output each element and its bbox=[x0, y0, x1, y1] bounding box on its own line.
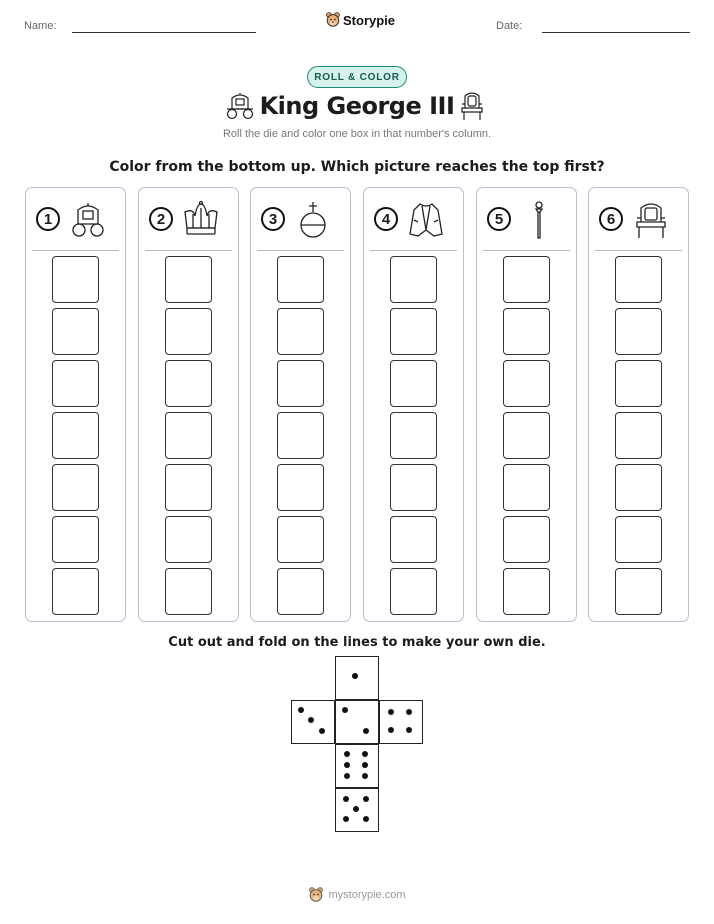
color-box[interactable] bbox=[390, 256, 437, 303]
column-number: 1 bbox=[36, 207, 60, 231]
color-box[interactable] bbox=[277, 516, 324, 563]
color-box[interactable] bbox=[165, 516, 212, 563]
pip bbox=[344, 762, 350, 768]
color-box[interactable] bbox=[52, 464, 99, 511]
royal-robe-icon bbox=[406, 200, 446, 240]
page-subtitle: Roll the die and color one box in that number's column. bbox=[222, 128, 492, 140]
pip bbox=[319, 728, 325, 734]
pip bbox=[362, 762, 368, 768]
pip bbox=[344, 751, 350, 757]
column-2 bbox=[138, 187, 239, 622]
game-instruction: Color from the bottom up. Which picture reaches the top first? bbox=[109, 159, 605, 175]
color-box[interactable] bbox=[52, 412, 99, 459]
column-divider bbox=[257, 250, 344, 251]
color-box[interactable] bbox=[503, 464, 550, 511]
pip bbox=[406, 727, 412, 733]
color-box[interactable] bbox=[615, 308, 662, 355]
column-divider bbox=[370, 250, 457, 251]
color-box[interactable] bbox=[277, 464, 324, 511]
pip bbox=[363, 728, 369, 734]
color-box[interactable] bbox=[615, 516, 662, 563]
column-divider bbox=[595, 250, 682, 251]
pip bbox=[406, 709, 412, 715]
pip bbox=[363, 796, 369, 802]
footer-url[interactable]: mystorypie.com bbox=[328, 889, 406, 901]
column-3 bbox=[250, 187, 351, 622]
column-number: 3 bbox=[261, 207, 285, 231]
color-box[interactable] bbox=[277, 360, 324, 407]
pip bbox=[342, 707, 348, 713]
name-line[interactable] bbox=[72, 32, 256, 33]
color-box[interactable] bbox=[390, 412, 437, 459]
date-line[interactable] bbox=[542, 32, 690, 33]
die-face-5[interactable] bbox=[335, 788, 379, 832]
pip bbox=[308, 717, 314, 723]
color-box[interactable] bbox=[503, 308, 550, 355]
color-box[interactable] bbox=[615, 568, 662, 615]
carriage-icon bbox=[68, 200, 108, 240]
color-box[interactable] bbox=[277, 568, 324, 615]
color-box[interactable] bbox=[503, 516, 550, 563]
column-number: 5 bbox=[487, 207, 511, 231]
scepter-icon bbox=[519, 200, 559, 240]
color-box[interactable] bbox=[390, 464, 437, 511]
column-divider bbox=[32, 250, 119, 251]
pip bbox=[388, 727, 394, 733]
color-box[interactable] bbox=[277, 412, 324, 459]
color-box[interactable] bbox=[277, 256, 324, 303]
die-face-3[interactable] bbox=[291, 700, 335, 744]
pip bbox=[298, 707, 304, 713]
column-4 bbox=[363, 187, 464, 622]
bear-face-icon bbox=[326, 12, 340, 28]
die-face-4[interactable] bbox=[379, 700, 423, 744]
crown-icon bbox=[181, 200, 221, 240]
throne-icon bbox=[631, 200, 671, 240]
roll-color-badge: ROLL & COLOR bbox=[307, 66, 407, 88]
color-box[interactable] bbox=[52, 516, 99, 563]
color-box[interactable] bbox=[615, 412, 662, 459]
color-box[interactable] bbox=[615, 464, 662, 511]
pip bbox=[343, 816, 349, 822]
color-box[interactable] bbox=[165, 412, 212, 459]
brand-logo bbox=[326, 12, 395, 28]
die-face-1[interactable] bbox=[335, 656, 379, 700]
color-box[interactable] bbox=[52, 256, 99, 303]
die-face-6[interactable] bbox=[335, 744, 379, 788]
name-label: Name: bbox=[24, 20, 57, 32]
color-box[interactable] bbox=[390, 308, 437, 355]
die-instruction: Cut out and fold on the lines to make your own die. bbox=[168, 635, 546, 650]
orb-icon bbox=[293, 200, 333, 240]
column-number: 6 bbox=[599, 207, 623, 231]
pip bbox=[388, 709, 394, 715]
pip bbox=[362, 773, 368, 779]
color-box[interactable] bbox=[503, 412, 550, 459]
color-box[interactable] bbox=[165, 464, 212, 511]
color-box[interactable] bbox=[390, 516, 437, 563]
pip bbox=[343, 796, 349, 802]
color-box[interactable] bbox=[503, 360, 550, 407]
color-box[interactable] bbox=[52, 308, 99, 355]
color-box[interactable] bbox=[615, 360, 662, 407]
pip bbox=[362, 751, 368, 757]
column-divider bbox=[145, 250, 232, 251]
date-label: Date: bbox=[496, 20, 523, 32]
column-5 bbox=[476, 187, 577, 622]
column-number: 4 bbox=[374, 207, 398, 231]
color-box[interactable] bbox=[390, 360, 437, 407]
color-box[interactable] bbox=[165, 568, 212, 615]
column-1 bbox=[25, 187, 126, 622]
pip bbox=[352, 673, 358, 679]
color-box[interactable] bbox=[503, 256, 550, 303]
page-title: King George III bbox=[259, 92, 455, 120]
color-box[interactable] bbox=[52, 360, 99, 407]
color-box[interactable] bbox=[165, 308, 212, 355]
color-box[interactable] bbox=[52, 568, 99, 615]
color-box[interactable] bbox=[277, 308, 324, 355]
die-face-2[interactable] bbox=[335, 700, 379, 744]
column-6 bbox=[588, 187, 689, 622]
color-box[interactable] bbox=[390, 568, 437, 615]
color-box[interactable] bbox=[165, 256, 212, 303]
brand-name: Storypie bbox=[343, 12, 396, 28]
color-box[interactable] bbox=[503, 568, 550, 615]
footer bbox=[0, 887, 714, 903]
pip bbox=[363, 816, 369, 822]
color-box[interactable] bbox=[615, 256, 662, 303]
pip bbox=[353, 806, 359, 812]
color-box[interactable] bbox=[165, 360, 212, 407]
bear-face-icon bbox=[308, 887, 324, 903]
pip bbox=[344, 773, 350, 779]
throne-icon bbox=[458, 90, 486, 122]
column-number: 2 bbox=[149, 207, 173, 231]
column-divider bbox=[483, 250, 570, 251]
